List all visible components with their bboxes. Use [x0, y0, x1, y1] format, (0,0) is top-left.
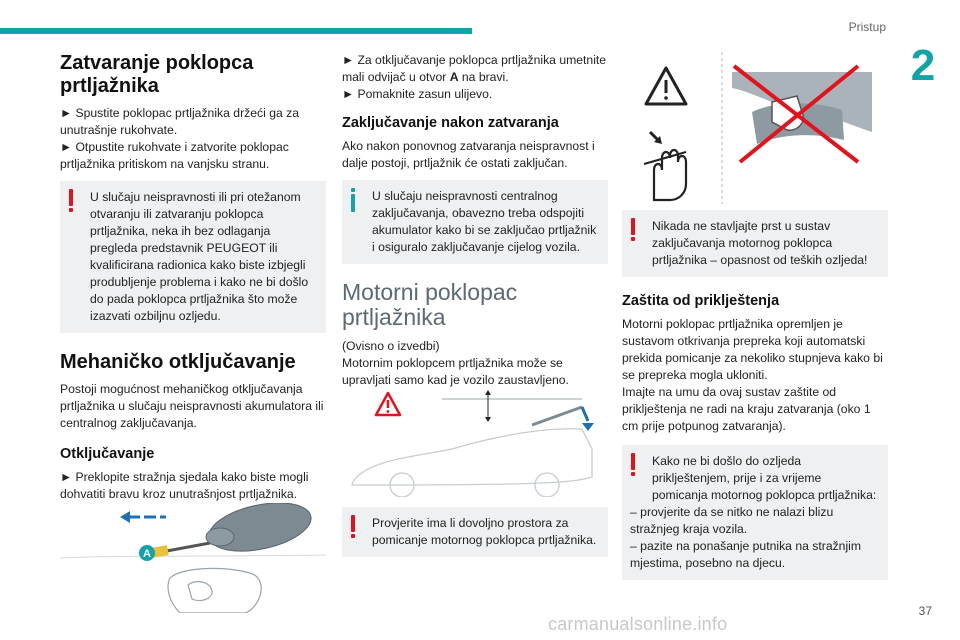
- paragraph: ► Preklopite stražnja sjedala kako biste mogli dohvatiti bravu kroz unutrašnjost prtljažnika.: [60, 470, 309, 501]
- car-clearance-illustration: [342, 389, 608, 497]
- paragraph: Motornim poklopcem prtljažnika može se upravljati samo kad je vozilo zaustavljeno.: [342, 356, 569, 387]
- chapter-number: 2: [910, 41, 936, 90]
- warning-icon: [69, 189, 74, 213]
- page-number: 37: [918, 604, 932, 618]
- heading-closing-tailgate: Zatvaranje poklopca prtljažnika: [60, 52, 254, 97]
- header-accent-bar: [0, 28, 472, 34]
- paragraph: Ako nakon ponovnog zatvaranja neispravnost i dalje postoji, prtljažnik će ostati zaključan.: [342, 139, 595, 170]
- warning-box: [622, 210, 888, 277]
- warning-icon: [631, 218, 636, 242]
- paragraph: Motorni poklopac prtljažnika opremljen je sustavom otkrivanja prepreka koji automatski prekida pomicanje za nekoliko stupnjeva kako bi se prepreka mogla ukloniti.: [622, 317, 883, 382]
- warning-icon: [351, 515, 356, 539]
- warning-box: [60, 181, 326, 333]
- heading-mechanical-unlocking: Mehaničko otključavanje: [60, 351, 296, 373]
- heading-locking-after-closing: Zaključavanje nakon zatvaranja: [342, 115, 559, 131]
- paragraph: ► Za otključavanje poklopca prtljažnika umetnite mali odvijač u otvor A na bravi.: [342, 53, 607, 84]
- paragraph: Imajte na umu da ovaj sustav zaštite od priklještenja ne radi na kraju zatvaranja (oko 1 cm prije potpunog zatvaranja).: [622, 385, 871, 433]
- paragraph: Postoji mogućnost mehaničkog otključavanja prtljažnika u slučaju neispravnosti akumulatora ili centralnog zaključavanja.: [60, 382, 324, 430]
- column-2: [342, 52, 608, 567]
- callout-label: A: [143, 548, 151, 560]
- warning-text: – provjerite da se nitko ne nalazi blizu stražnjeg kraja vozila.: [630, 505, 834, 536]
- info-text: U slučaju neispravnosti centralnog zaključavanja, obavezno treba odspojiti akumulator kako bi se zaključao prtljažnik i osiguralo zaključavanje cijelog vozila.: [372, 189, 597, 254]
- warning-text: Nikada ne stavljajte prst u sustav zaključavanja motornog poklopca prtljažnika – opasnost od teških ozljeda!: [652, 219, 868, 267]
- warning-text: – pazite na ponašanje putnika na stražnjim mjestima, posebno na djecu.: [630, 539, 862, 570]
- warning-box: [342, 507, 608, 557]
- lock-screwdriver-illustration: [60, 503, 326, 613]
- warning-text: U slučaju neispravnosti ili pri otežanom otvaranju ili zatvaranju poklopca prtljažnika, neka ih bez odlaganja pregleda predstavnik PEUGEOT ili kvalificirana radionica kako biste izbjegli produbljenje problema i kako ne bi došlo do pada poklopca prtljažnika što može izazvati ozbiljnu ozljedu.: [90, 190, 309, 323]
- heading-anti-pinch: Zaštita od priklještenja: [622, 293, 780, 309]
- finger-pinch-illustration: [622, 52, 888, 204]
- paragraph: ► Otpustite rukohvate i zatvorite poklopac prtljažnika pritiskom na vanjsku stranu.: [60, 140, 289, 171]
- section-name: Pristup: [848, 20, 886, 34]
- paragraph: ► Spustite poklopac prtljažnika držeći ga za unutrašnje rukohvate.: [60, 106, 300, 137]
- warning-box: [622, 445, 888, 580]
- info-icon: [351, 188, 356, 212]
- paragraph: ► Pomaknite zasun ulijevo.: [342, 87, 493, 101]
- warning-icon: [631, 453, 636, 477]
- info-box: [342, 180, 608, 264]
- column-3: [622, 52, 888, 590]
- warning-text: Kako ne bi došlo do ozljeda priklještenjem, prije i za vrijeme pomicanja motornog poklopca prtljažnika:: [652, 454, 877, 502]
- heading-powered-tailgate: Motorni poklopac prtljažnika: [342, 279, 518, 330]
- paragraph: (Ovisno o izvedbi): [342, 339, 440, 353]
- heading-unlocking: Otključavanje: [60, 446, 155, 462]
- column-1: [60, 52, 326, 613]
- watermark: carmanualsonline.info: [548, 614, 728, 634]
- warning-text: Provjerite ima li dovoljno prostora za pomicanje motornog poklopca prtljažnika.: [372, 516, 597, 547]
